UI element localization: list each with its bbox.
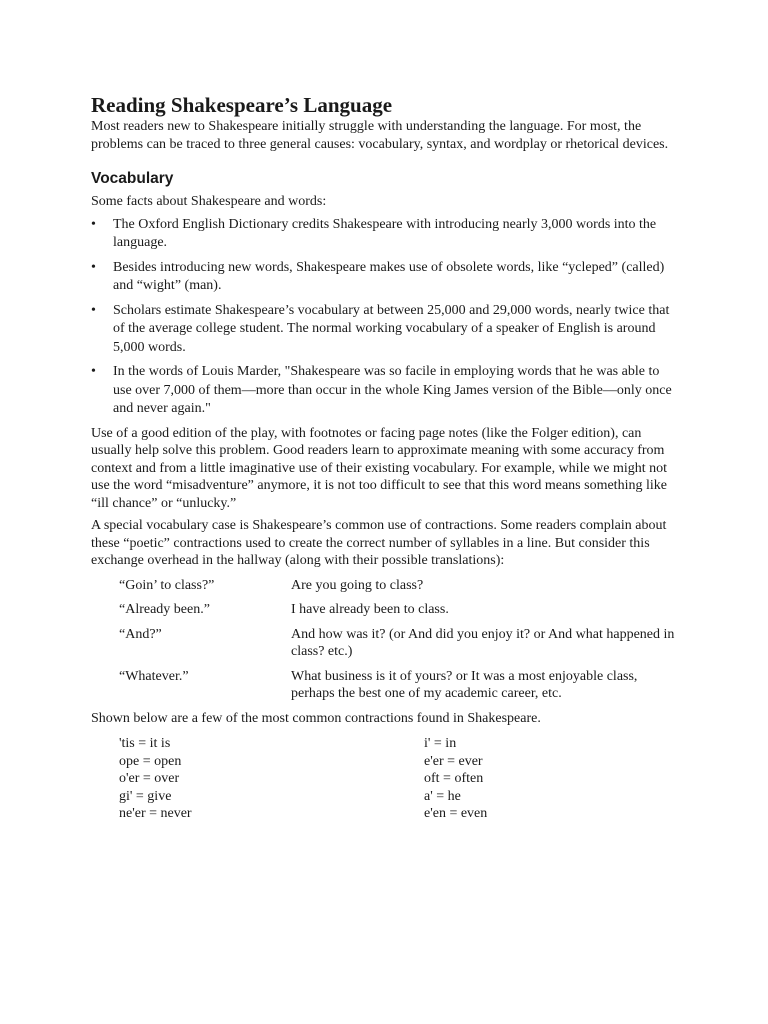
facts-intro: Some facts about Shakespeare and words: [91,194,327,209]
list-item [91,259,681,296]
contraction-item: e'en = even [424,806,488,821]
contraction-item: e'er = ever [424,753,483,769]
exchange-said: “Goin’ to class?” [119,577,215,593]
edition-paragraph: Use of a good edition of the play, with footnotes or facing page notes (like the Folger edition), can usually help solve this problem. Good readers learn to approximate meaning with some accuracy from context and from a little imaginative use of their existing vocabulary. For example, while we might not use the word “misadventure” anymore, it is not too difficult to see that this word means something like “ill chance” or “unlucky.” [91,425,668,511]
document-page [91,92,681,823]
facts-list [91,216,681,419]
bullet-icon: • [91,302,96,318]
contractions-left-column [91,735,424,823]
exchange-said: “Whatever.” [119,668,189,684]
fact-text: Scholars estimate Shakespeare’s vocabulary at between 25,000 and 29,000 words, nearly twice that of the average college student. The normal working vocabulary of a speaker of English is around 5,000 words. [113,302,670,355]
page-title: Reading Shakespeare’s Language [91,93,393,117]
intro-paragraph: Most readers new to Shakespeare initially struggle with understanding the language. For most, the problems can be traced to three general causes: vocabulary, syntax, and wordplay or rhetorical devices. [91,119,669,152]
bullet-icon: • [91,364,96,379]
contraction-item: i' = in [424,736,457,751]
exchange-row [91,601,681,619]
exchange-row [91,668,681,703]
list-item [91,302,681,358]
exchange-meaning: Are you going to class? [291,577,424,593]
list-item [91,216,681,253]
exchange-table [91,577,681,703]
exchange-said: “Already been.” [119,602,210,617]
bullet-icon: • [91,259,96,275]
contractions-paragraph: A special vocabulary case is Shakespeare’s common use of contractions. Some readers complain about these “poetic” contractions used to create the correct number of syllables in a line. But consider this exchange overhead in the hallway (along with their possible translations): [91,518,667,568]
contraction-item: ne'er = never [119,806,192,821]
contraction-item: o'er = over [119,771,180,786]
exchange-said: “And?” [119,626,162,642]
exchange-meaning: And how was it? (or And did you enjoy it? or And what happened in class? etc.) [291,626,675,659]
fact-text: Besides introducing new words, Shakespeare makes use of obsolete words, like “ycleped” (called) and “wight” (man). [113,259,665,293]
contraction-item: 'tis = it is [119,736,171,751]
shown-below-paragraph: Shown below are a few of the most common contractions found in Shakespeare. [91,710,541,726]
fact-text: In the words of Louis Marder, "Shakespeare was so facile in employing words that he was able to use over 7,000 of them—more than occur in the whole King James version of the Bible—only once and never again." [113,364,672,416]
contraction-item: a' = he [424,788,461,804]
contraction-item: ope = open [119,753,182,769]
bullet-icon: • [91,216,96,232]
exchange-row [91,626,681,661]
exchange-meaning: What business is it of yours? or It was a most enjoyable class, perhaps the best one of my academic career, etc. [291,668,638,701]
vocabulary-heading: Vocabulary [91,170,174,187]
fact-text: The Oxford English Dictionary credits Shakespeare with introducing nearly 3,000 words into the language. [113,216,657,250]
contractions-right-column [424,735,681,823]
contraction-item: oft = often [424,771,484,786]
list-item [91,363,681,419]
exchange-row [91,577,681,595]
exchange-meaning: I have already been to class. [291,602,449,617]
contractions-list [91,735,681,823]
contraction-item: gi' = give [119,788,172,804]
